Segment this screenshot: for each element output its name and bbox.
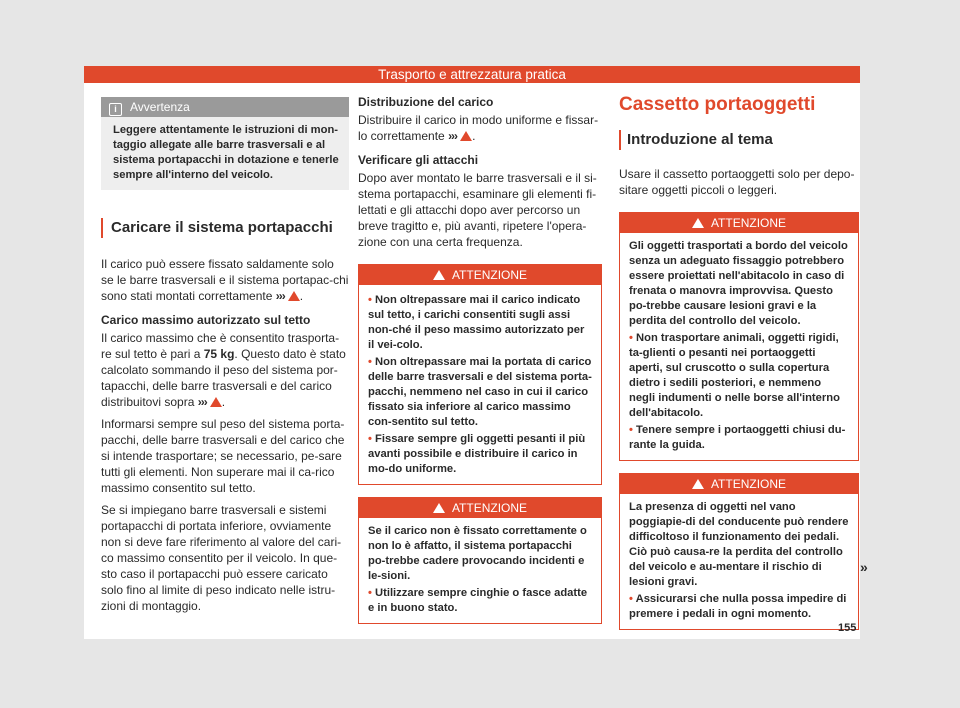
reference-arrows: ››› [197, 395, 207, 409]
warning-title: ATTENZIONE [451, 268, 528, 282]
note-header [101, 97, 349, 117]
warning-body [620, 494, 858, 629]
warning-box [619, 473, 859, 630]
subheading: Carico massimo autorizzato sul tetto [101, 313, 311, 327]
max-load-value: 75 kg [203, 347, 235, 361]
column-right [619, 94, 859, 642]
column-middle [358, 94, 602, 636]
warning-text: Gli oggetti trasportati a bordo del veicolo senza un adeguato fissaggio potrebbero essere proiettati nell'abitacolo in caso di frenata o manovra improvvisa. Questo po-trebbe causare lesioni gravi e la perdita del controllo del veicolo. [629, 240, 848, 327]
chapter-title: Cassetto portaoggetti [619, 94, 816, 115]
warning-box [358, 264, 602, 485]
note-box [101, 97, 349, 190]
warning-body [359, 285, 601, 484]
list-item: • Fissare sempre gli oggetti pesanti il più avanti possibile e distribuire il carico in mo-do uniforme. [368, 433, 586, 475]
paragraph-text: . Questo dato è stato calcolato sommando il peso del sistema por-tapacchi, delle barre trasversali e del carico distribuitovi sopra [101, 347, 346, 409]
warning-icon [433, 503, 445, 513]
paragraph: Se si impiegano barre trasversali e sistemi portapacchi di portata inferiore, ovviamente non si deve fare riferimento al valore del cari-co massimo consentito per il veicolo. In que-sto caso il portapacchi può essere caricato solo fino al limite di peso indicato nelle istru-zioni di montaggio. [101, 503, 342, 613]
list-item: • Tenere sempre i portaoggetti chiusi du-rante la guida. [629, 424, 846, 451]
warning-box [619, 212, 859, 461]
warning-box [358, 497, 602, 624]
paragraph: Distribuire il carico in modo uniforme e fissar-lo correttamente ››› . [358, 113, 599, 143]
warning-icon [692, 479, 704, 489]
subheading: Distribuzione del carico [358, 95, 494, 109]
list-item: • Non trasportare animali, oggetti rigidi, ta-glienti o pesanti nei portaoggetti aperti, sul cruscotto o sulla copertura dietro i sedili posteriori, e nemmeno negli indumenti o nelle borse all'interno dell'abitacolo. [629, 332, 840, 419]
paragraph: Informarsi sempre sul peso del sistema porta-pacchi, delle barre trasversali e del carico che si intende trasportare; se necessario, pe-sare tutti gli elementi. Non superare mai il ca-rico massimo consentito sul tetto. [101, 417, 345, 495]
warning-header [620, 474, 858, 494]
warning-header [359, 498, 601, 518]
section-title: Caricare il sistema portapacchi [101, 218, 349, 238]
paragraph: Il carico può essere fissato saldamente solo se le barre trasversali e il sistema portapac-chi sono stati montati correttamente ››› . [101, 257, 349, 303]
note-text: Leggere attentamente le istruzioni di mon-taggio allegate alle barre trasversali e al sistema portapacchi in dotazione e tenerle sempre all'interno del veicolo. [113, 124, 339, 181]
warning-header [359, 265, 601, 285]
paragraph-text: Il carico può essere fissato saldamente solo se le barre trasversali e il sistema portapac-chi sono stati montati correttamente [101, 257, 349, 303]
warning-icon [433, 270, 445, 280]
warning-body [620, 233, 858, 460]
reference-arrows: ››› [275, 289, 285, 303]
warning-text: Se il carico non è fissato correttamente o non lo è affatto, il sistema portapacchi po-trebbe cadere provocando incidenti e le-sioni. [368, 525, 587, 582]
list-item: • Non oltrepassare mai la portata di carico delle barre trasversali e del sistema porta-pacchi, nemmeno nel caso in cui il carico fissato sia inferiore al carico massimo con-sentito sul tetto. [368, 356, 592, 428]
page-header: Trasporto e attrezzatura pratica [84, 66, 860, 83]
subheading: Verificare gli attacchi [358, 153, 479, 167]
warning-title: ATTENZIONE [451, 501, 528, 515]
warning-icon [692, 218, 704, 228]
warning-title: ATTENZIONE [710, 477, 787, 491]
warning-text: La presenza di oggetti nel vano poggiapie-di del conducente può rendere difficoltoso il funzionamento dei pedali. Ciò può causa-re la perdita del controllo del veicolo e au-mentare il rischio di lesioni gravi. [629, 501, 849, 588]
reference-arrows: ››› [448, 129, 458, 143]
list-item: • Utilizzare sempre cinghie o fasce adatte e in buono stato. [368, 587, 588, 614]
page-number: 155 [838, 622, 857, 634]
warning-header [620, 213, 858, 233]
section-title: Introduzione al tema [619, 130, 859, 150]
warning-icon [288, 291, 300, 301]
paragraph: Il carico massimo che è consentito trasporta-re sul tetto è pari a 75 kg. Questo dato è stato calcolato sommando il peso del sistema por-tapacchi, delle barre trasversali e del carico distribuitovi sopra ››› . [101, 331, 346, 409]
list-item: • Assicurarsi che nulla possa impedire di premere i pedali in ogni momento. [629, 593, 847, 620]
column-left [101, 94, 349, 620]
paragraph: Dopo aver montato le barre trasversali e il si-stema portapacchi, esaminare gli elementi fi-lettati e gli attacchi dopo aver percorso un breve tragitto e, più avanti, ripetere l'opera-zione con una certa frequenza. [358, 171, 597, 249]
paragraph-text: Distribuire il carico in modo uniforme e fissar-lo correttamente [358, 113, 599, 143]
continue-mark: » [860, 559, 868, 575]
warning-icon [460, 131, 472, 141]
warning-title: ATTENZIONE [710, 216, 787, 230]
warning-icon [210, 397, 222, 407]
paragraph-text: Il carico massimo che è consentito trasporta-re sul tetto è pari a [101, 331, 340, 361]
note-title: Avvertenza [130, 100, 190, 114]
paragraph: Usare il cassetto portaoggetti solo per depo-sitare oggetti piccoli o leggeri. [619, 167, 855, 197]
list-item: • Non oltrepassare mai il carico indicato sul tetto, i carichi consentiti sugli assi non-ché il peso massimo autorizzato per il vei-colo. [368, 294, 585, 351]
warning-body [359, 518, 601, 623]
info-icon: i [109, 103, 122, 116]
